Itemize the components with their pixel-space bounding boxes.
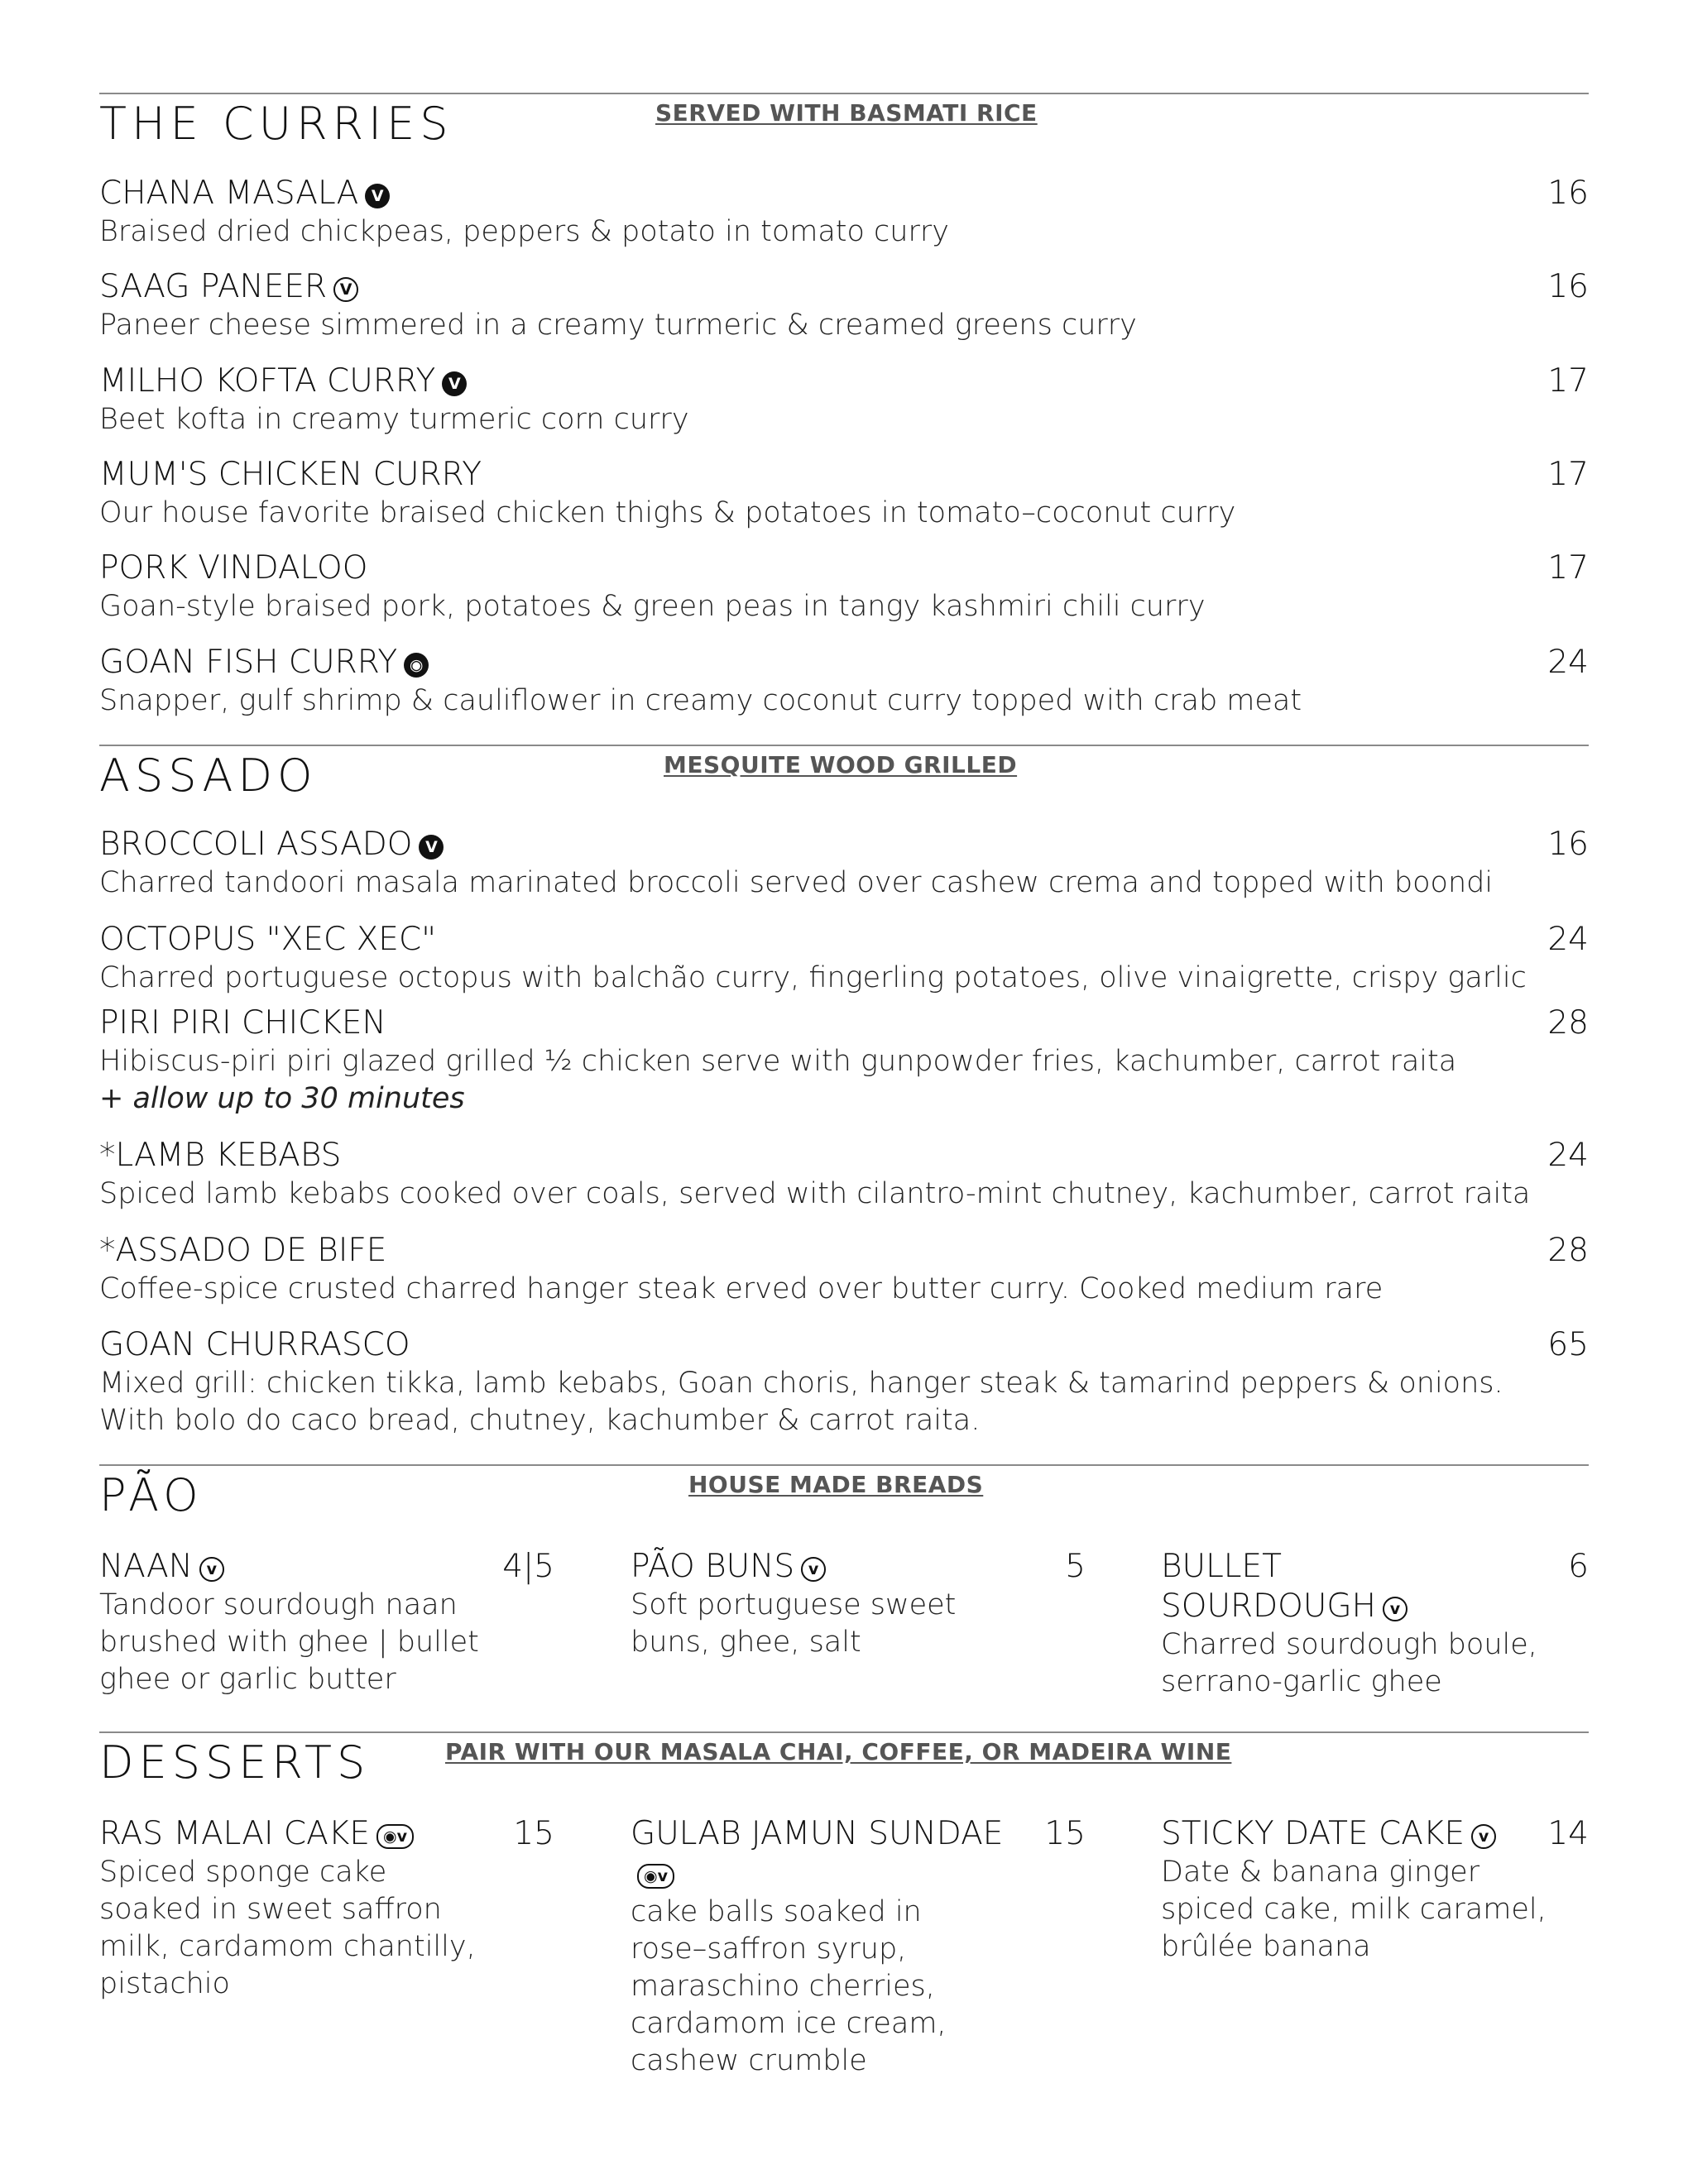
- item-description: Our house favorite braised chicken thighs & potatoes in tomato–coconut curry: [99, 496, 1236, 529]
- item-price: 6: [1568, 1548, 1589, 1585]
- section-assado: [99, 745, 1589, 1464]
- vegan-icon: V: [419, 835, 444, 860]
- item-name: OCTOPUS "XEC XEC": [99, 921, 437, 958]
- vegetarian-icon: v: [199, 1557, 224, 1582]
- section-divider: [99, 1464, 1589, 1466]
- menu-item: [99, 1231, 1589, 1308]
- item-price: 16: [1547, 175, 1589, 212]
- item-description: Charred sourdough boule, serrano-garlic ghee: [1161, 1628, 1537, 1698]
- item-price: 17: [1547, 456, 1589, 493]
- item-name: CHANA MASALA: [99, 175, 359, 212]
- item-description: Coffee-spice crusted charred hanger steak erved over butter curry. Cooked medium rare: [99, 1272, 1383, 1305]
- item-name: STICKY DATE CAKE: [1161, 1815, 1465, 1852]
- item-price: 17: [1547, 549, 1589, 587]
- section-curries: [99, 93, 1589, 746]
- item-description: Snapper, gulf shrimp & cauliflower in creamy coconut curry topped with crab meat: [99, 684, 1302, 717]
- item-description: Beet kofta in creamy turmeric corn curry: [99, 403, 689, 436]
- item-price: 28: [1547, 1004, 1589, 1042]
- item-price: 24: [1547, 1137, 1589, 1174]
- menu-item: [99, 643, 1589, 720]
- item-name: GULAB JAMUN SUNDAE: [631, 1815, 1004, 1852]
- item-name: *LAMB KEBABS: [99, 1137, 342, 1174]
- vegetarian-icon: v: [1383, 1597, 1407, 1621]
- item-name: PORK VINDALOO: [99, 549, 368, 587]
- item-price: 24: [1547, 921, 1589, 958]
- menu-item: [631, 1814, 1086, 2080]
- menu-item: [99, 1814, 554, 2003]
- menu-item: [99, 825, 1589, 902]
- item-description: cake balls soaked in rose–saffron syrup, maraschino cherries, cardamom ice cream, cashew crumble: [631, 1895, 947, 2077]
- item-name: SAAG PANEER: [99, 268, 328, 305]
- item-description-line-2: With bolo do caco bread, chutney, kachumber & carrot raita.: [99, 1404, 981, 1437]
- item-price: 14: [1547, 1815, 1589, 1852]
- seafood-vegetarian-icon: ◉v: [637, 1864, 674, 1889]
- section-subtitle: HOUSE MADE BREADS: [688, 1471, 984, 1498]
- section-divider: [99, 745, 1589, 746]
- menu-item: [99, 548, 1589, 625]
- section-pao: [99, 1464, 1589, 1721]
- section-divider: [99, 1731, 1589, 1733]
- item-name: BROCCOLI ASSADO: [99, 826, 413, 863]
- item-name: *ASSADO DE BIFE: [99, 1232, 387, 1269]
- item-price: 16: [1547, 826, 1589, 863]
- item-price: 15: [513, 1815, 554, 1852]
- item-price: 65: [1547, 1326, 1589, 1363]
- item-name: PÃO BUNS: [631, 1548, 795, 1585]
- menu-item: [99, 362, 1589, 438]
- item-description: Charred tandoori masala marinated broccoli served over cashew crema and topped with boondi: [99, 866, 1494, 899]
- menu-item: [99, 1136, 1589, 1213]
- item-price: 16: [1547, 268, 1589, 305]
- menu-item: [99, 267, 1589, 344]
- menu-item: [1161, 1547, 1589, 1701]
- seafood-icon: ◉: [404, 653, 429, 678]
- item-description: Paneer cheese simmered in a creamy turmeric & creamed greens curry: [99, 309, 1137, 342]
- section-subtitle: SERVED WITH BASMATI RICE: [655, 99, 1038, 127]
- section-title: PÃO: [99, 1469, 204, 1521]
- section-title: ASSADO: [99, 750, 318, 802]
- menu-item: [99, 920, 1589, 997]
- menu-item: [99, 1003, 1589, 1118]
- menu-item: [99, 1325, 1589, 1439]
- item-price: 5: [1065, 1548, 1086, 1585]
- section-subtitle: PAIR WITH OUR MASALA CHAI, COFFEE, OR MADEIRA WINE: [445, 1738, 1232, 1765]
- section-title: DESSERTS: [99, 1736, 371, 1789]
- item-description: Goan-style braised pork, potatoes & green peas in tangy kashmiri chili curry: [99, 590, 1206, 623]
- item-price: 17: [1547, 362, 1589, 400]
- item-price: 4|5: [502, 1548, 554, 1585]
- item-description: Tandoor sourdough naan brushed with ghee | bullet ghee or garlic butter: [99, 1588, 479, 1696]
- item-price: 28: [1547, 1232, 1589, 1269]
- seafood-vegetarian-icon: ◉v: [376, 1824, 414, 1849]
- menu-item: [631, 1547, 1086, 1661]
- item-name: NAAN: [99, 1548, 193, 1585]
- section-divider: [99, 93, 1589, 94]
- item-name: MUM'S CHICKEN CURRY: [99, 456, 482, 493]
- vegetarian-icon: V: [333, 277, 358, 302]
- section-subtitle: MESQUITE WOOD GRILLED: [664, 751, 1018, 778]
- item-name: MILHO KOFTA CURRY: [99, 362, 436, 400]
- item-description: Spiced sponge cake soaked in sweet saffron milk, cardamom chantilly, pistachio: [99, 1856, 476, 2000]
- item-description: Braised dried chickpeas, peppers & potato in tomato curry: [99, 215, 949, 248]
- vegan-icon: V: [442, 371, 467, 396]
- menu-item: [1161, 1814, 1589, 1966]
- menu-item: [99, 1547, 554, 1698]
- item-price: 24: [1547, 644, 1589, 681]
- vegetarian-icon: v: [1471, 1824, 1496, 1849]
- item-name: RAS MALAI CAKE: [99, 1815, 371, 1852]
- section-title: THE CURRIES: [99, 98, 453, 150]
- menu-item: [99, 174, 1589, 251]
- item-description: Spiced lamb kebabs cooked over coals, served with cilantro-mint chutney, kachumber, carrot raita: [99, 1177, 1531, 1210]
- item-description: Mixed grill: chicken tikka, lamb kebabs, Goan choris, hanger steak & tamarind peppers & onions.: [99, 1367, 1503, 1400]
- vegetarian-icon: v: [801, 1557, 826, 1582]
- vegan-icon: V: [365, 184, 390, 208]
- section-desserts: [99, 1731, 1589, 2162]
- menu-item: [99, 455, 1589, 532]
- item-note: + allow up to 30 minutes: [99, 1082, 465, 1115]
- item-name: BULLET SOURDOUGH: [1161, 1548, 1376, 1625]
- item-name: PIRI PIRI CHICKEN: [99, 1004, 386, 1042]
- item-name: GOAN CHURRASCO: [99, 1326, 410, 1363]
- item-description: Soft portuguese sweet buns, ghee, salt: [631, 1588, 957, 1659]
- item-price: 15: [1044, 1815, 1086, 1852]
- item-description: Hibiscus-piri piri glazed grilled ½ chicken serve with gunpowder fries, kachumber, carrot raita: [99, 1045, 1457, 1078]
- item-name: GOAN FISH CURRY: [99, 644, 398, 681]
- item-description: Date & banana ginger spiced cake, milk caramel, brûlée banana: [1161, 1856, 1547, 1963]
- item-description: Charred portuguese octopus with balchão curry, fingerling potatoes, olive vinaigrette, crispy garlic: [99, 961, 1527, 994]
